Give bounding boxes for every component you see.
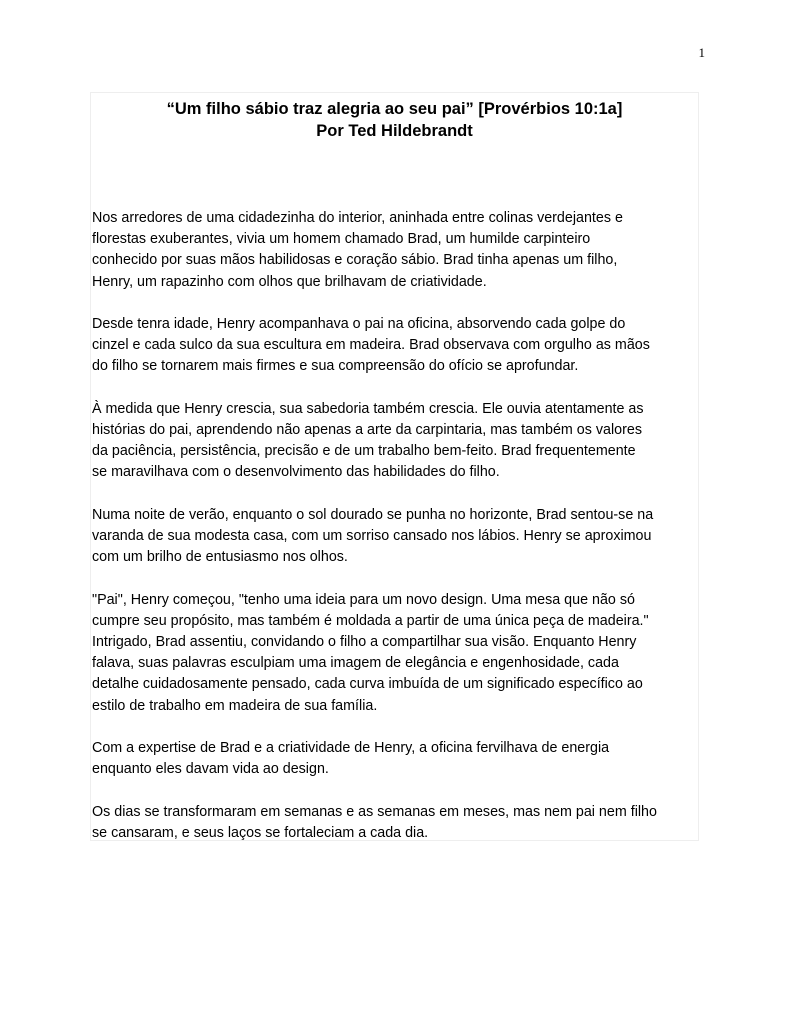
title-author: Por Ted Hildebrandt xyxy=(316,122,473,140)
text-line: florestas exuberantes, vivia um homem chamado Brad, um humilde carpinteiro xyxy=(92,231,591,248)
text-line: Os dias se transformaram em semanas e as semanas em meses, mas nem pai nem filho xyxy=(92,803,657,820)
text-line: estilo de trabalho em madeira de sua família. xyxy=(92,697,378,714)
text-line: cinzel e cada sulco da sua escultura em madeira. Brad observava com orgulho as mãos xyxy=(92,337,650,354)
text-line: Numa noite de verão, enquanto o sol dourado se punha no horizonte, Brad sentou-se na xyxy=(92,506,654,523)
text-line: Nos arredores de uma cidadezinha do interior, aninhada entre colinas verdejantes e xyxy=(92,210,623,226)
text-line: conhecido por suas mãos habilidosas e coração sábio. Brad tinha apenas um filho, xyxy=(92,252,618,269)
text-line: Intrigado, Brad assentiu, convidando o filho a compartilhar sua visão. Enquanto Henry xyxy=(92,634,637,650)
page-number: 1 xyxy=(698,45,705,60)
paragraph-3 xyxy=(92,399,704,484)
document-title xyxy=(90,98,699,142)
paragraph-5 xyxy=(92,590,704,717)
text-line: cumpre seu propósito, mas também é moldada a partir de uma única peça de madeira." xyxy=(92,612,649,629)
text-line: se maravilhava com o desenvolvimento das habilidades do filho. xyxy=(92,464,500,481)
text-line: falava, suas palavras esculpiam uma imagem de elegância e engenhosidade, cada xyxy=(92,655,619,672)
paragraph-7 xyxy=(92,802,704,844)
text-line: histórias do pai, aprendendo não apenas a arte da carpintaria, mas também os valores xyxy=(92,422,642,438)
text-line: Desde tenra idade, Henry acompanhava o pai na oficina, absorvendo cada golpe do xyxy=(92,316,626,332)
text-line: enquanto eles davam vida ao design. xyxy=(92,761,329,778)
paragraph-4 xyxy=(92,505,704,569)
text-line: À medida que Henry crescia, sua sabedoria também crescia. Ele ouvia atentamente as xyxy=(92,400,644,417)
title-heading: “Um filho sábio traz alegria ao seu pai” [Provérbios 10:1a] xyxy=(166,100,623,118)
text-line: com um brilho de entusiasmo nos olhos. xyxy=(92,549,348,566)
text-line: Henry, um rapazinho com olhos que brilhavam de criatividade. xyxy=(92,273,487,290)
paragraph-6 xyxy=(92,738,704,780)
paragraph-1 xyxy=(92,208,704,293)
text-line: varanda de sua modesta casa, com um sorriso cansado nos lábios. Henry se aproximou xyxy=(92,528,652,544)
text-line: se cansaram, e seus laços se fortaleciam a cada dia. xyxy=(92,824,429,841)
story-body xyxy=(92,208,704,865)
text-line: do filho se tornarem mais firmes e sua compreensão do ofício se aprofundar. xyxy=(92,358,579,375)
text-line: da paciência, persistência, precisão e de um trabalho bem-feito. Brad frequentemente xyxy=(92,443,636,460)
paragraph-2 xyxy=(92,314,704,378)
text-line: Com a expertise de Brad e a criatividade de Henry, a oficina fervilhava de energia xyxy=(92,740,610,756)
text-line: "Pai", Henry começou, "tenho uma ideia para um novo design. Uma mesa que não só xyxy=(92,591,635,608)
text-line: detalhe cuidadosamente pensado, cada curva imbuída de um significado específico ao xyxy=(92,676,643,693)
